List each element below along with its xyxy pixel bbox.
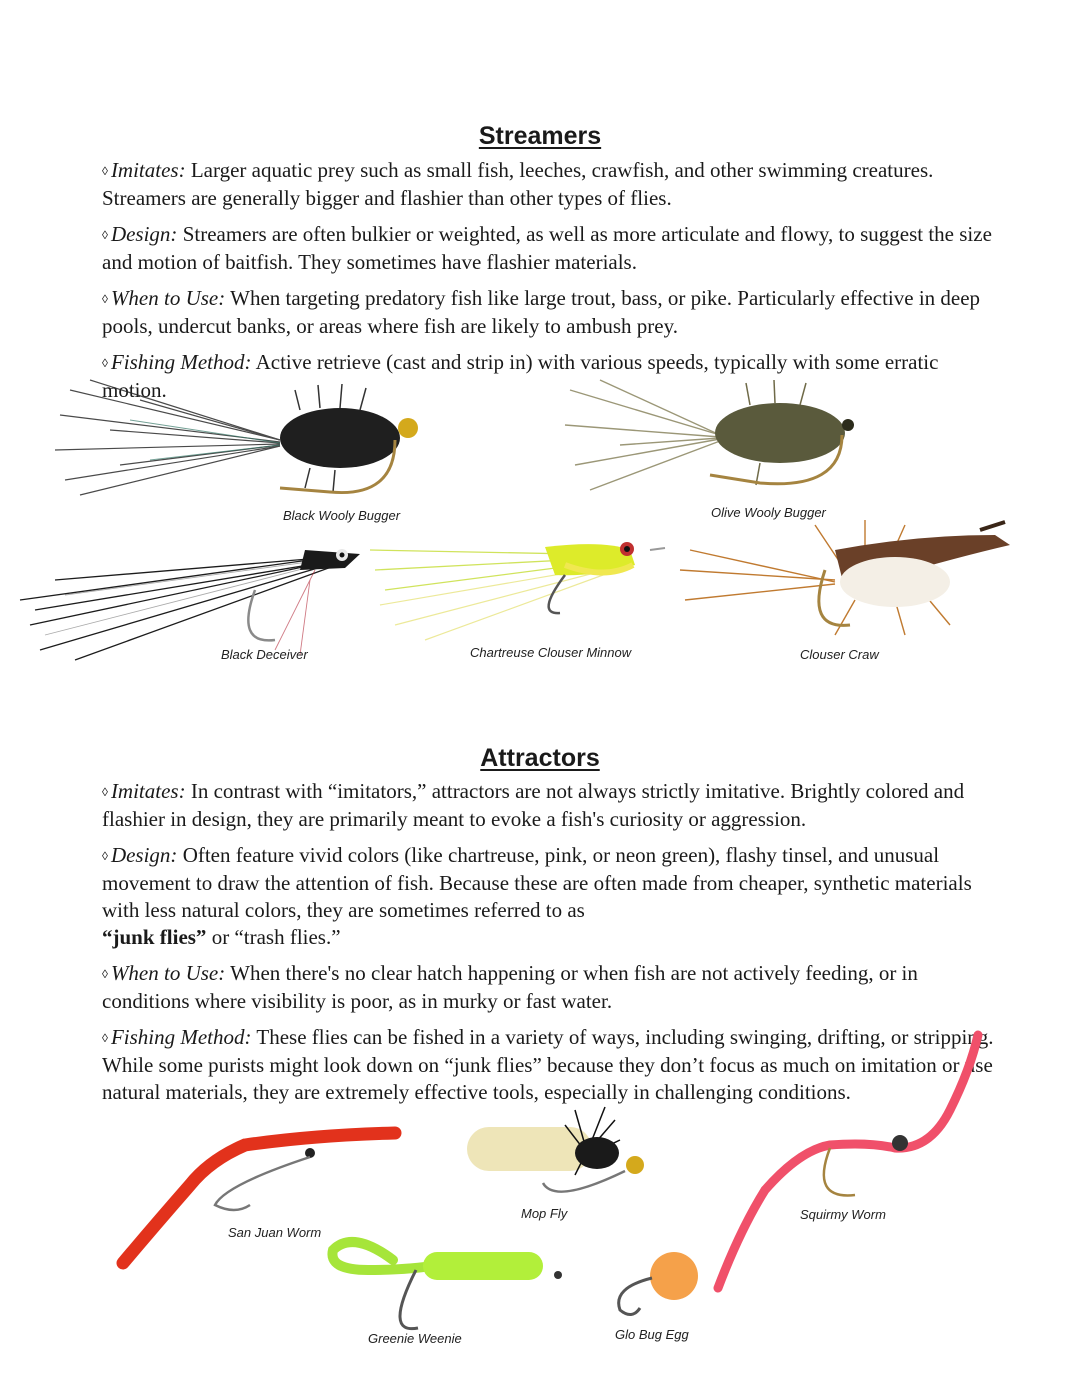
paragraph-text: Active retrieve (cast and strip in) with various speeds, typically with some erratic motion. bbox=[102, 350, 939, 402]
squirmy-worm-image bbox=[710, 1030, 990, 1295]
black-wooly-bugger-image bbox=[50, 370, 430, 510]
chartreuse-clouser-minnow-image bbox=[365, 535, 675, 645]
greenie-weenie-image bbox=[328, 1230, 573, 1330]
attractors-heading: Attractors bbox=[480, 744, 600, 772]
caption-squirmy-worm: Squirmy Worm bbox=[800, 1207, 886, 1222]
streamers-heading: Streamers bbox=[478, 122, 602, 150]
paragraph-text: When targeting predatory fish like large trout, bass, or pike. Particularly effective in deep pools, undercut banks, or areas where fish are likely to ambush prey. bbox=[102, 286, 981, 338]
term-label: Fishing Method: bbox=[110, 1025, 252, 1049]
term-label: When to Use: bbox=[110, 286, 226, 310]
caption-olive-wooly-bugger: Olive Wooly Bugger bbox=[711, 505, 826, 520]
attractors-when-paragraph bbox=[102, 960, 1002, 1015]
term-label: Fishing Method: bbox=[110, 350, 252, 374]
caption-greenie-weenie: Greenie Weenie bbox=[368, 1331, 462, 1346]
term-label: Design: bbox=[110, 843, 178, 867]
bullet-icon: ◊ bbox=[102, 292, 108, 306]
bullet-icon: ◊ bbox=[102, 228, 108, 242]
caption-san-juan-worm: San Juan Worm bbox=[228, 1225, 322, 1240]
bullet-icon: ◊ bbox=[102, 1031, 108, 1045]
bullet-icon: ◊ bbox=[102, 967, 108, 981]
caption-clouser-craw: Clouser Craw bbox=[800, 647, 879, 662]
term-label: When to Use: bbox=[110, 961, 226, 985]
caption-chartreuse-clouser-minnow: Chartreuse Clouser Minnow bbox=[470, 645, 632, 660]
caption-black-deceiver: Black Deceiver bbox=[221, 647, 308, 662]
clouser-craw-image bbox=[675, 510, 1015, 640]
paragraph-text: Streamers are often bulkier or weighted, as well as more articulate and flowy, to suggest the size and motion of baitfish. They sometimes have flashier materials. bbox=[102, 222, 992, 274]
caption-glo-bug-egg: Glo Bug Egg bbox=[615, 1327, 689, 1342]
attractors-design-paragraph bbox=[102, 842, 1002, 951]
streamers-when-paragraph bbox=[102, 285, 1002, 340]
bullet-icon: ◊ bbox=[102, 785, 108, 799]
paragraph-text: Often feature vivid colors (like chartreuse, pink, or neon green), flashy tinsel, and unusual movement to draw the attention of fish. Because these are often made from cheaper, synthetic materials with less natural colors, they are sometimes referred to as bbox=[102, 843, 972, 922]
term-label: Imitates: bbox=[110, 779, 186, 803]
caption-mop-fly: Mop Fly bbox=[521, 1206, 568, 1221]
paragraph-text: In contrast with “imitators,” attractors are not always strictly imitative. Brightly colored and flashier in design, they are primarily meant to evoke a fish's curiosity or aggression. bbox=[102, 779, 965, 831]
bullet-icon: ◊ bbox=[102, 164, 108, 178]
streamers-imitates-paragraph bbox=[102, 157, 1002, 212]
paragraph-text: When there's no clear hatch happening or when fish are not actively feeding, or in conditions where visibility is poor, as in murky or fast water. bbox=[102, 961, 918, 1013]
attractors-imitates-paragraph bbox=[102, 778, 1002, 833]
caption-black-wooly-bugger: Black Wooly Bugger bbox=[283, 508, 401, 523]
paragraph-text: These flies can be fished in a variety of ways, including swinging, drifting, or stripping. While some purists might look down on “junk flies” because they don’t focus as much on imitation or use natural materials, they are extremely effective tools, especially in challenging conditions. bbox=[102, 1025, 994, 1104]
term-label: Design: bbox=[110, 222, 178, 246]
mop-fly-image bbox=[465, 1105, 655, 1205]
paragraph-text: or “trash flies.” bbox=[206, 925, 341, 949]
paragraph-text: Larger aquatic prey such as small fish, leeches, crawfish, and other swimming creatures. Streamers are generally bigger and flashier than other types of flies. bbox=[102, 158, 934, 210]
junk-flies-term: “junk flies” bbox=[102, 925, 207, 949]
black-deceiver-image bbox=[15, 540, 365, 670]
bullet-icon: ◊ bbox=[102, 356, 108, 370]
streamers-design-paragraph bbox=[102, 221, 1002, 276]
bullet-icon: ◊ bbox=[102, 849, 108, 863]
glo-bug-egg-image bbox=[612, 1248, 712, 1323]
term-label: Imitates: bbox=[110, 158, 186, 182]
olive-wooly-bugger-image bbox=[560, 375, 870, 505]
